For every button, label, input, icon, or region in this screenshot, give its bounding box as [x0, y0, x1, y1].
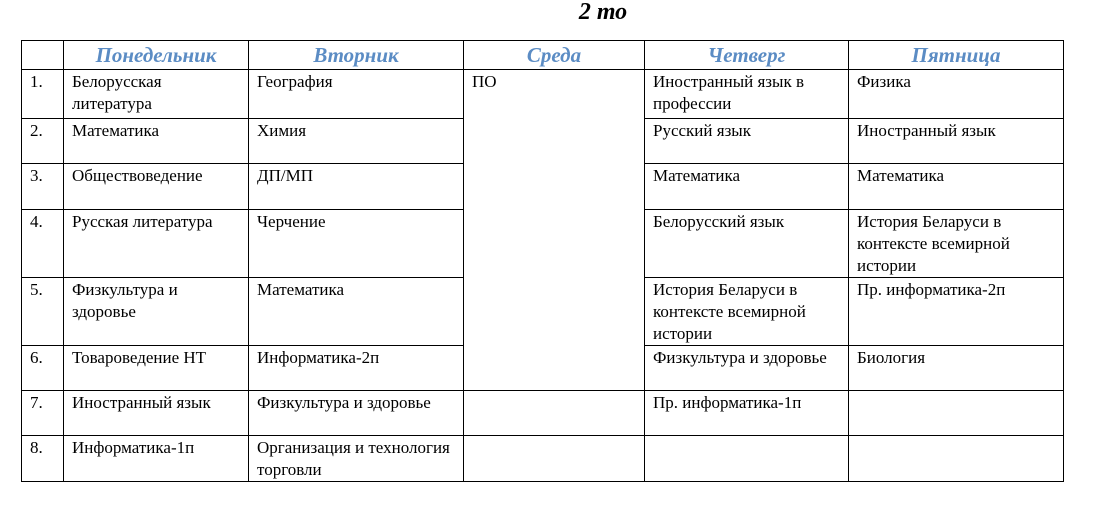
friday-cell — [849, 391, 1064, 436]
wednesday-cell — [464, 391, 645, 436]
header-cell-number — [22, 41, 64, 70]
thursday-cell — [645, 436, 849, 482]
thursday-cell: Иностранный язык в профессии — [645, 70, 849, 119]
monday-cell: Физкультура и здоровье — [64, 278, 249, 346]
friday-cell: Математика — [849, 164, 1064, 210]
lesson-number: 8. — [22, 436, 64, 482]
thursday-cell: Белорусский язык — [645, 210, 849, 278]
lesson-number: 6. — [22, 346, 64, 391]
table-row — [22, 391, 1064, 436]
wednesday-merged-cell: ПО — [464, 70, 645, 391]
monday-cell: Русская литература — [64, 210, 249, 278]
lesson-number: 5. — [22, 278, 64, 346]
friday-cell — [849, 436, 1064, 482]
tuesday-cell: Химия — [249, 119, 464, 164]
monday-cell: Обществоведение — [64, 164, 249, 210]
wednesday-cell — [464, 436, 645, 482]
schedule-table — [21, 40, 1064, 482]
tuesday-cell: Организация и технология торговли — [249, 436, 464, 482]
lesson-number: 4. — [22, 210, 64, 278]
header-cell-monday: Понедельник — [64, 41, 249, 70]
table-row — [22, 436, 1064, 482]
lesson-number: 3. — [22, 164, 64, 210]
monday-cell: Белорусская литература — [64, 70, 249, 119]
friday-cell: Иностранный язык — [849, 119, 1064, 164]
friday-cell: Пр. информатика-2п — [849, 278, 1064, 346]
header-row — [22, 41, 1064, 70]
tuesday-cell: ДП/МП — [249, 164, 464, 210]
tuesday-cell: Физкультура и здоровье — [249, 391, 464, 436]
monday-cell: Товароведение НТ — [64, 346, 249, 391]
tuesday-cell: География — [249, 70, 464, 119]
tuesday-cell: Информатика-2п — [249, 346, 464, 391]
page-title: 2 то — [578, 0, 628, 25]
lesson-number: 7. — [22, 391, 64, 436]
monday-cell: Математика — [64, 119, 249, 164]
table-row — [22, 70, 1064, 119]
lesson-number: 2. — [22, 119, 64, 164]
header-cell-thursday: Четверг — [645, 41, 849, 70]
lesson-number: 1. — [22, 70, 64, 119]
thursday-cell: Физкультура и здоровье — [645, 346, 849, 391]
thursday-cell: История Беларуси в контексте всемирной истории — [645, 278, 849, 346]
thursday-cell: Русский язык — [645, 119, 849, 164]
monday-cell: Информатика-1п — [64, 436, 249, 482]
tuesday-cell: Математика — [249, 278, 464, 346]
monday-cell: Иностранный язык — [64, 391, 249, 436]
friday-cell: Биология — [849, 346, 1064, 391]
header-cell-wednesday: Среда — [464, 41, 645, 70]
thursday-cell: Пр. информатика-1п — [645, 391, 849, 436]
thursday-cell: Математика — [645, 164, 849, 210]
header-cell-friday: Пятница — [849, 41, 1064, 70]
tuesday-cell: Черчение — [249, 210, 464, 278]
friday-cell: История Беларуси в контексте всемирной истории — [849, 210, 1064, 278]
header-cell-tuesday: Вторник — [249, 41, 464, 70]
friday-cell: Физика — [849, 70, 1064, 119]
